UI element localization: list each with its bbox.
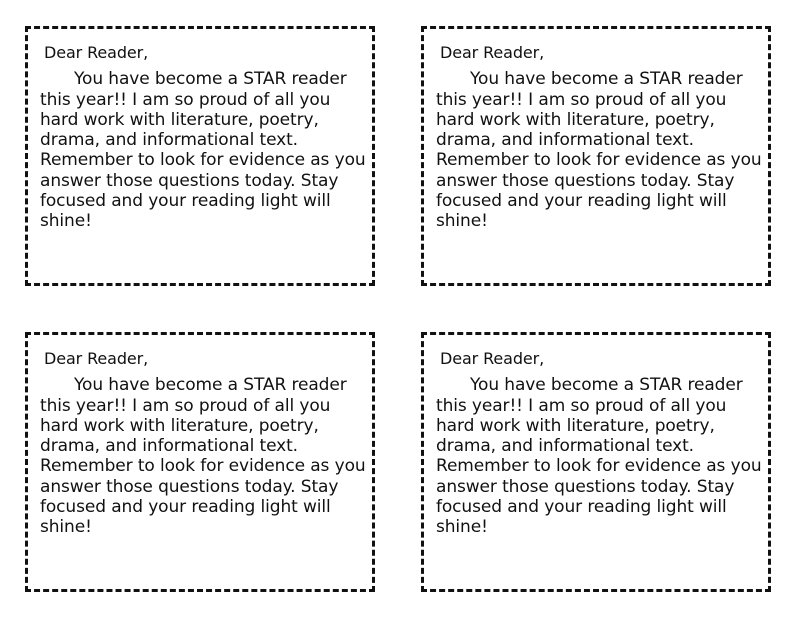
note-message: You have become a STAR reader this year!! I am so proud of all you hard work with literature, poetry, drama, and informational text. Remember to look for evidence as you answer those questions today. Stay focused and your reading light will shine! <box>436 375 762 538</box>
note-greeting: Dear Reader, <box>44 349 149 368</box>
note-card-2 <box>421 26 771 286</box>
note-message: You have become a STAR reader this year!! I am so proud of all you hard work with literature, poetry, drama, and informational text. Remember to look for evidence as you answer those questions today. Stay focused and your reading light will shine! <box>436 69 762 232</box>
note-card-4 <box>421 332 771 592</box>
note-message: You have become a STAR reader this year!! I am so proud of all you hard work with literature, poetry, drama, and informational text. Remember to look for evidence as you answer those questions today. Stay focused and your reading light will shine! <box>40 69 366 232</box>
note-card-1 <box>25 26 375 286</box>
note-greeting: Dear Reader, <box>44 43 149 62</box>
note-card-3 <box>25 332 375 592</box>
note-content <box>40 349 370 538</box>
note-content <box>40 43 370 232</box>
note-greeting: Dear Reader, <box>440 349 545 368</box>
note-message: You have become a STAR reader this year!! I am so proud of all you hard work with literature, poetry, drama, and informational text. Remember to look for evidence as you answer those questions today. Stay focused and your reading light will shine! <box>40 375 366 538</box>
note-content <box>436 43 766 232</box>
note-greeting: Dear Reader, <box>440 43 545 62</box>
note-content <box>436 349 766 538</box>
